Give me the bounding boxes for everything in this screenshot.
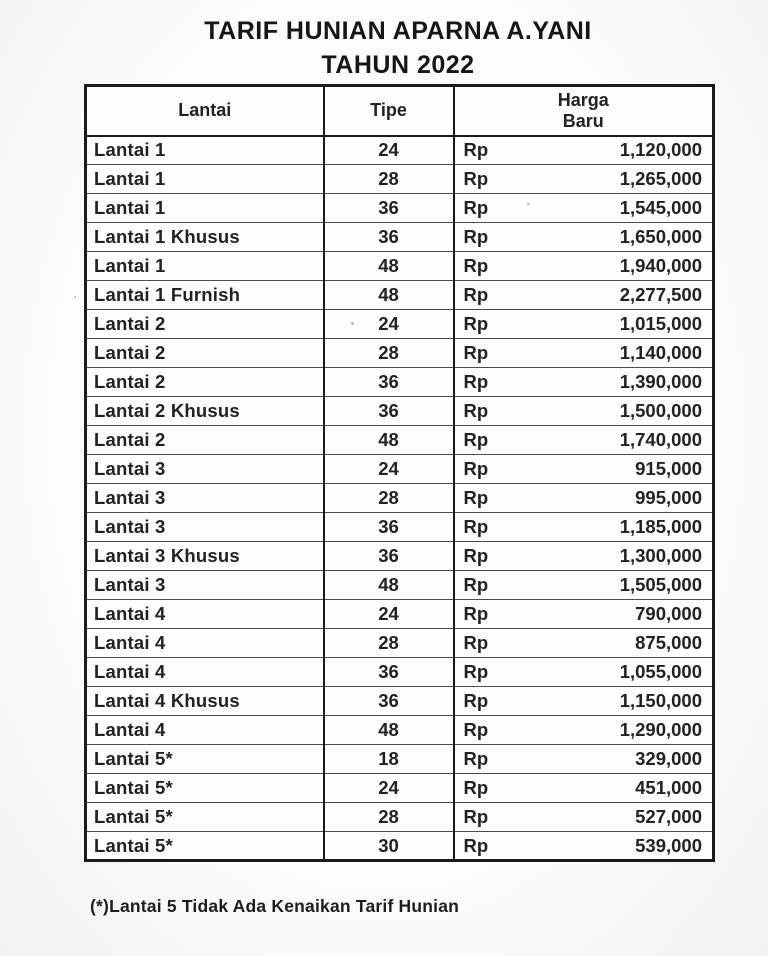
- scan-speckle: [351, 322, 354, 325]
- currency-label: Rp: [463, 284, 489, 305]
- tipe-cell: 48: [324, 426, 454, 455]
- lantai-cell: Lantai 2: [86, 368, 324, 397]
- scan-speckle: [74, 296, 76, 298]
- table-row: [86, 803, 714, 832]
- lantai-cell: Lantai 4: [86, 600, 324, 629]
- tipe-cell: 36: [324, 368, 454, 397]
- lantai-cell: Lantai 1: [86, 194, 324, 223]
- header-harga-line1: Harga: [557, 89, 609, 110]
- harga-cell: [454, 165, 714, 194]
- amount-value: 1,120,000: [619, 139, 702, 161]
- lantai-cell: Lantai 3 Khusus: [86, 542, 324, 571]
- currency-label: Rp: [463, 429, 489, 450]
- currency-label: Rp: [463, 748, 489, 769]
- harga-cell: [454, 484, 714, 513]
- table-row: [86, 774, 714, 803]
- amount-value: 1,015,000: [619, 313, 702, 334]
- amount-value: 2,277,500: [619, 284, 702, 305]
- table-row: [86, 397, 714, 426]
- lantai-cell: Lantai 3: [86, 513, 324, 542]
- lantai-cell: Lantai 2: [86, 339, 324, 368]
- tipe-cell: 48: [324, 252, 454, 281]
- harga-cell: [454, 455, 714, 484]
- currency-label: Rp: [463, 226, 489, 247]
- lantai-cell: Lantai 4: [86, 716, 324, 745]
- currency-label: Rp: [463, 719, 489, 740]
- amount-value: 1,265,000: [619, 168, 702, 189]
- document-title: [84, 14, 712, 82]
- table-row: [86, 194, 714, 223]
- lantai-cell: Lantai 4 Khusus: [86, 687, 324, 716]
- harga-cell: [454, 658, 714, 687]
- tipe-cell: 24: [324, 600, 454, 629]
- currency-label: Rp: [463, 516, 489, 537]
- lantai-cell: Lantai 3: [86, 571, 324, 600]
- currency-label: Rp: [463, 255, 489, 276]
- harga-cell: [454, 687, 714, 716]
- tipe-cell: 24: [324, 310, 454, 339]
- currency-label: Rp: [463, 371, 489, 392]
- lantai-cell: Lantai 3: [86, 455, 324, 484]
- tipe-cell: 36: [324, 194, 454, 223]
- header-lantai: Lantai: [86, 86, 324, 136]
- currency-label: Rp: [463, 545, 489, 566]
- lantai-cell: Lantai 3: [86, 484, 324, 513]
- table-row: [86, 629, 714, 658]
- harga-cell: [454, 136, 714, 165]
- lantai-cell: Lantai 4: [86, 629, 324, 658]
- tipe-cell: 48: [324, 281, 454, 310]
- header-tipe: Tipe: [324, 86, 454, 136]
- tipe-cell: 28: [324, 339, 454, 368]
- tipe-cell: 48: [324, 571, 454, 600]
- table-row: [86, 223, 714, 252]
- currency-label: Rp: [463, 834, 489, 856]
- harga-cell: [454, 629, 714, 658]
- lantai-cell: Lantai 1 Furnish: [86, 281, 324, 310]
- harga-cell: [454, 716, 714, 745]
- amount-value: 875,000: [635, 632, 702, 653]
- table-row: [86, 252, 714, 281]
- currency-label: Rp: [463, 487, 489, 508]
- amount-value: 539,000: [635, 834, 702, 856]
- header-harga-line2: Baru: [562, 110, 604, 131]
- tariff-table: [84, 84, 715, 862]
- tipe-cell: 36: [324, 687, 454, 716]
- currency-label: Rp: [463, 574, 489, 595]
- tipe-cell: 36: [324, 513, 454, 542]
- tipe-cell: 36: [324, 658, 454, 687]
- tipe-cell: 28: [324, 629, 454, 658]
- header-row: [86, 86, 714, 136]
- amount-value: 1,140,000: [619, 342, 702, 363]
- lantai-cell: Lantai 2: [86, 426, 324, 455]
- tipe-cell: 48: [324, 716, 454, 745]
- currency-label: Rp: [463, 806, 489, 827]
- tipe-cell: 36: [324, 397, 454, 426]
- lantai-cell: Lantai 5*: [86, 803, 324, 832]
- amount-value: 1,290,000: [619, 719, 702, 740]
- amount-value: 995,000: [635, 487, 702, 508]
- title-line-2: TAHUN 2022: [321, 51, 475, 79]
- amount-value: 1,300,000: [619, 545, 702, 566]
- tipe-cell: 28: [324, 803, 454, 832]
- lantai-cell: Lantai 4: [86, 658, 324, 687]
- table-row: [86, 687, 714, 716]
- currency-label: Rp: [463, 400, 489, 421]
- table-row: [86, 310, 714, 339]
- amount-value: 1,940,000: [619, 255, 702, 276]
- tipe-cell: 24: [324, 455, 454, 484]
- amount-value: 790,000: [635, 603, 702, 624]
- table-row: [86, 571, 714, 600]
- table-row: [86, 600, 714, 629]
- harga-cell: [454, 368, 714, 397]
- harga-cell: [454, 542, 714, 571]
- table-row: [86, 136, 714, 165]
- header-harga: [454, 86, 714, 136]
- scan-speckle: [527, 203, 530, 205]
- amount-value: 1,390,000: [619, 371, 702, 392]
- table-row: [86, 281, 714, 310]
- lantai-cell: Lantai 1: [86, 165, 324, 194]
- lantai-cell: Lantai 1 Khusus: [86, 223, 324, 252]
- harga-cell: [454, 513, 714, 542]
- harga-cell: [454, 774, 714, 803]
- lantai-cell: Lantai 2 Khusus: [86, 397, 324, 426]
- footnote: (*)Lantai 5 Tidak Ada Kenaikan Tarif Hunian: [90, 896, 460, 916]
- lantai-cell: Lantai 5*: [86, 832, 324, 861]
- lantai-cell: Lantai 1: [86, 252, 324, 281]
- currency-label: Rp: [463, 603, 489, 624]
- amount-value: 1,500,000: [619, 400, 702, 421]
- amount-value: 1,505,000: [619, 574, 702, 595]
- currency-label: Rp: [463, 139, 489, 161]
- table-row: [86, 832, 714, 861]
- harga-cell: [454, 281, 714, 310]
- amount-value: 451,000: [635, 777, 702, 798]
- table-row: [86, 716, 714, 745]
- tipe-cell: 30: [324, 832, 454, 861]
- harga-cell: [454, 223, 714, 252]
- amount-value: 1,185,000: [619, 516, 702, 537]
- harga-cell: [454, 600, 714, 629]
- currency-label: Rp: [463, 313, 489, 334]
- harga-cell: [454, 194, 714, 223]
- harga-cell: [454, 745, 714, 774]
- tipe-cell: 28: [324, 165, 454, 194]
- table-row: [86, 339, 714, 368]
- tipe-cell: 36: [324, 542, 454, 571]
- harga-cell: [454, 571, 714, 600]
- lantai-cell: Lantai 1: [86, 136, 324, 165]
- table-row: [86, 484, 714, 513]
- currency-label: Rp: [463, 661, 489, 682]
- currency-label: Rp: [463, 458, 489, 479]
- amount-value: 1,650,000: [619, 226, 702, 247]
- currency-label: Rp: [463, 690, 489, 711]
- currency-label: Rp: [463, 168, 489, 189]
- harga-cell: [454, 252, 714, 281]
- harga-cell: [454, 310, 714, 339]
- table-row: [86, 745, 714, 774]
- table-row: [86, 426, 714, 455]
- amount-value: 527,000: [635, 806, 702, 827]
- table-body: [86, 136, 714, 861]
- amount-value: 1,150,000: [619, 690, 702, 711]
- amount-value: 329,000: [635, 748, 702, 769]
- lantai-cell: Lantai 5*: [86, 745, 324, 774]
- harga-cell: [454, 803, 714, 832]
- harga-cell: [454, 832, 714, 861]
- tipe-cell: 18: [324, 745, 454, 774]
- currency-label: Rp: [463, 197, 489, 218]
- tipe-cell: 24: [324, 774, 454, 803]
- currency-label: Rp: [463, 342, 489, 363]
- harga-cell: [454, 426, 714, 455]
- title-line-1: TARIF HUNIAN APARNA A.YANI: [204, 17, 592, 45]
- amount-value: 1,055,000: [619, 661, 702, 682]
- harga-cell: [454, 339, 714, 368]
- amount-value: 915,000: [635, 458, 702, 479]
- amount-value: 1,740,000: [619, 429, 702, 450]
- table-row: [86, 513, 714, 542]
- amount-value: 1,545,000: [619, 197, 702, 218]
- lantai-cell: Lantai 2: [86, 310, 324, 339]
- table-row: [86, 165, 714, 194]
- tipe-cell: 24: [324, 136, 454, 165]
- table-header: [86, 86, 714, 136]
- currency-label: Rp: [463, 777, 489, 798]
- table-row: [86, 368, 714, 397]
- table-row: [86, 658, 714, 687]
- currency-label: Rp: [463, 632, 489, 653]
- tipe-cell: 28: [324, 484, 454, 513]
- tipe-cell: 36: [324, 223, 454, 252]
- table-row: [86, 455, 714, 484]
- table-row: [86, 542, 714, 571]
- lantai-cell: Lantai 5*: [86, 774, 324, 803]
- harga-cell: [454, 397, 714, 426]
